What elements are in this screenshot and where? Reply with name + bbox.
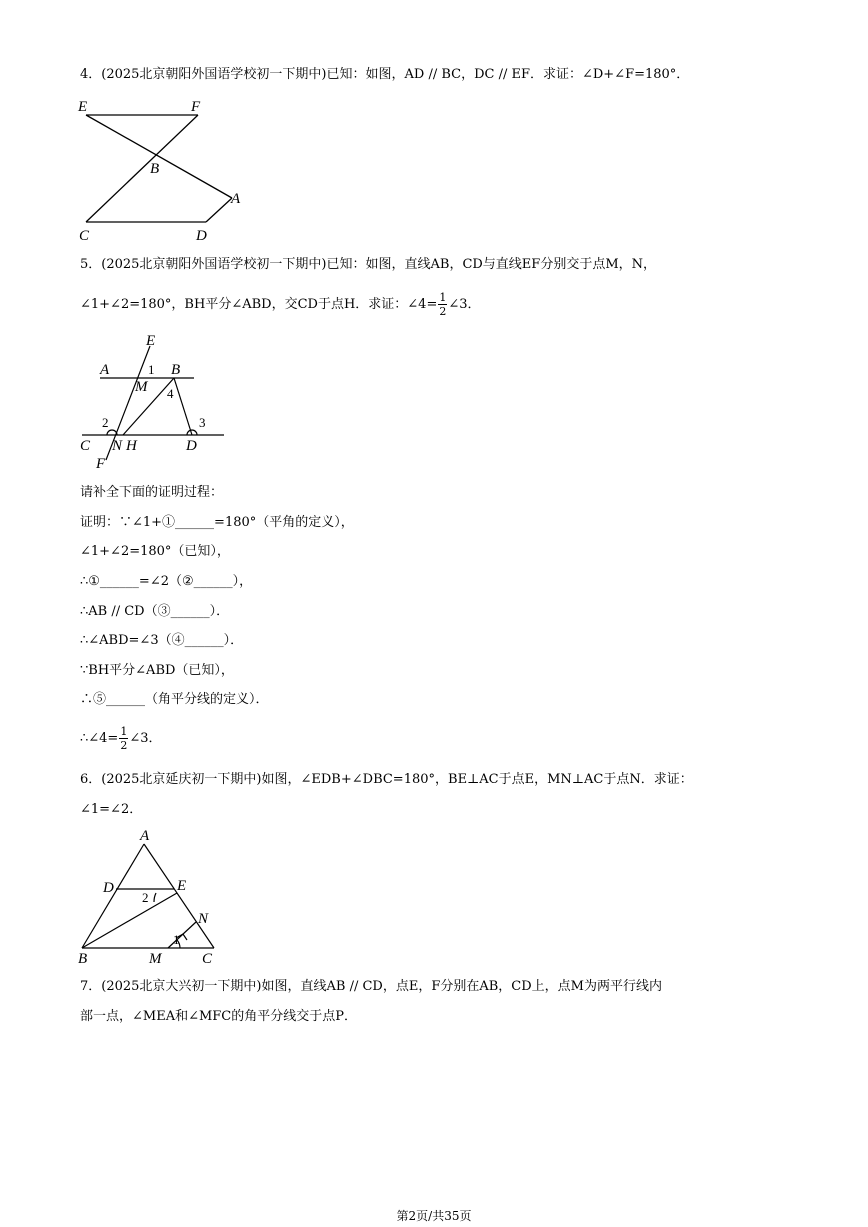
q5-proof-line5: ∴∠ABD=∠3（④______）． — [80, 633, 244, 648]
q5-proof-line8 — [80, 724, 162, 754]
q5-label-4: 4 — [167, 386, 174, 401]
q4-label-c: C — [79, 228, 90, 244]
q5-proof-line2: ∠1+∠2=180°（已知）， — [80, 544, 230, 559]
q5-label-f: F — [96, 456, 106, 472]
q5-line1: 5．(2025北京朝阳外国语学校初一下期中)已知：如图，直线AB，CD与直线EF分别交于点M，N， — [80, 257, 657, 272]
q5-proof-line6: ∵BH平分∠ABD（已知）， — [80, 663, 234, 678]
q6-label-1: 1 — [173, 932, 180, 947]
q5-label-d: D — [186, 438, 197, 454]
q6-label-d: D — [103, 880, 114, 896]
q5-label-c: C — [80, 438, 91, 454]
q5-label-2: 2 — [102, 415, 109, 430]
q6-label-n: N — [198, 911, 209, 927]
q5-proof-intro: 请补全下面的证明过程： — [80, 485, 224, 500]
q5-line2-post: ∠3． — [448, 297, 481, 312]
q4-figure — [74, 95, 274, 245]
q6-line2: ∠1=∠2． — [80, 802, 143, 817]
q6-label-e: E — [177, 878, 187, 894]
q5-label-m: M — [135, 379, 148, 395]
q5-label-n: N — [112, 438, 123, 454]
q7-line2: 部一点，∠MEA和∠MFC的角平分线交于点P． — [80, 1009, 357, 1024]
q4-label-e: E — [78, 99, 88, 115]
q6-line1: 6．(2025北京延庆初一下期中)如图，∠EDB+∠DBC=180°，BE⊥AC于点E，MN⊥AC于点N．求证： — [80, 772, 693, 787]
q5-proof-frac-num: 1 — [120, 725, 128, 738]
q5-label-3: 3 — [199, 415, 206, 430]
q6-label-b: B — [78, 951, 88, 966]
q5-label-1: 1 — [148, 362, 155, 377]
q6-label-2: 2 — [142, 890, 149, 905]
q5-label-a: A — [100, 362, 110, 378]
q4-label-d: D — [196, 228, 207, 244]
q5-line2-pre: ∠1+∠2=180°，BH平分∠ABD，交CD于点H．求证：∠4= — [80, 297, 438, 312]
q5-frac-den: 2 — [439, 305, 447, 318]
q5-proof-line7: ∴⑤______（角平分线的定义）． — [80, 692, 269, 707]
page-footer: 第2页/共35页 — [396, 1209, 472, 1223]
q5-label-e: E — [146, 333, 156, 349]
q5-proof-line8-pre: ∴∠4= — [80, 731, 119, 746]
q5-proof-fraction — [119, 725, 128, 752]
q4-text: 4．(2025北京朝阳外国语学校初一下期中)已知：如图，AD // BC，DC // EF．求证：∠D+∠F=180°． — [80, 67, 690, 82]
q5-proof-line8-post: ∠3． — [129, 731, 162, 746]
q5-label-h: H — [126, 438, 137, 454]
q7-line1: 7．(2025北京大兴初一下期中)如图，直线AB // CD，点E，F分别在AB，CD上，点M为两平行线内 — [80, 979, 662, 994]
q6-label-m: M — [149, 951, 162, 966]
q5-frac-num: 1 — [439, 291, 447, 304]
q5-fraction — [438, 291, 447, 318]
q6-label-a: A — [140, 828, 150, 844]
q4-label-f: F — [191, 99, 201, 115]
q4-label-a: A — [231, 191, 241, 207]
q5-proof-frac-den: 2 — [120, 739, 128, 752]
q5-proof-line1: 证明：∵∠1+①______=180°（平角的定义）， — [80, 515, 354, 530]
q5-figure — [76, 332, 236, 472]
q5-label-b: B — [171, 362, 181, 378]
q4-label-b: B — [150, 161, 160, 177]
q5-line2 — [80, 290, 481, 320]
q5-proof-line3: ∴①______=∠2（②______）， — [80, 574, 253, 589]
q6-label-c: C — [202, 951, 213, 966]
q6-figure — [74, 826, 224, 966]
q5-proof-line4: ∴AB // CD（③______）． — [80, 604, 230, 619]
